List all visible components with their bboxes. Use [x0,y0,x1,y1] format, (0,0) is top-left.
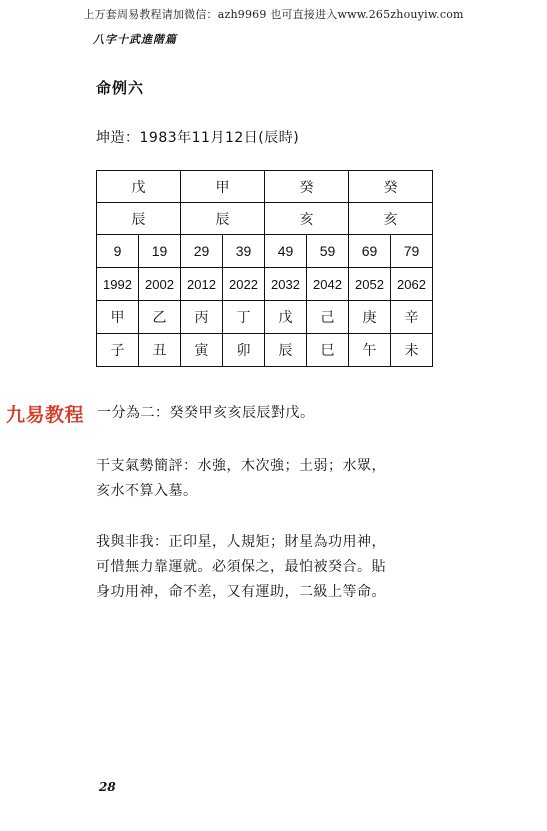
running-header: 八字十武進階篇 [93,33,177,46]
paragraph-line: 我與非我：正印星，人規矩；財星為功用神， [96,534,386,550]
luck-year-cell: 2012 [181,268,223,301]
luck-age-cell: 69 [349,235,391,268]
luck-branches-row [97,334,433,367]
heavenly-stems-row [97,171,433,203]
luck-years-row [97,268,433,301]
analysis-line: 一分為二：癸癸甲亥亥辰辰對戊。 [97,405,315,421]
luck-stem-cell: 庚 [349,301,391,334]
paragraph-line: 可惜無力靠運就。必須保之，最怕被癸合。貼 [96,559,386,575]
luck-age-cell: 29 [181,235,223,268]
self-nonself-paragraph [96,530,446,605]
paragraph-line: 身功用神，命不差，又有運助，二級上等命。 [96,584,386,600]
luck-branch-cell: 未 [391,334,433,367]
earthly-branches-row [97,203,433,235]
luck-year-cell: 2062 [391,268,433,301]
luck-age-cell: 59 [307,235,349,268]
luck-stem-cell: 丙 [181,301,223,334]
day-stem-cell: 癸 [265,171,349,203]
luck-ages-row [97,235,433,268]
luck-age-cell: 9 [97,235,139,268]
luck-stems-row [97,301,433,334]
luck-branch-cell: 辰 [265,334,307,367]
luck-age-cell: 39 [223,235,265,268]
luck-branch-cell: 丑 [139,334,181,367]
luck-age-cell: 49 [265,235,307,268]
luck-branch-cell: 子 [97,334,139,367]
luck-age-cell: 79 [391,235,433,268]
luck-age-cell: 19 [139,235,181,268]
qishi-evaluation-paragraph [96,454,446,504]
luck-stem-cell: 甲 [97,301,139,334]
luck-year-cell: 2042 [307,268,349,301]
luck-year-cell: 1992 [97,268,139,301]
year-stem-cell: 戊 [97,171,181,203]
year-branch-cell: 辰 [97,203,181,235]
month-branch-cell: 辰 [181,203,265,235]
luck-stem-cell: 丁 [223,301,265,334]
luck-branch-cell: 寅 [181,334,223,367]
luck-branch-cell: 巳 [307,334,349,367]
luck-stem-cell: 戊 [265,301,307,334]
luck-branch-cell: 午 [349,334,391,367]
luck-year-cell: 2032 [265,268,307,301]
luck-branch-cell: 卯 [223,334,265,367]
birth-info: 坤造：1983年11月12日(辰時) [96,130,300,146]
hour-branch-cell: 亥 [349,203,433,235]
paragraph-line: 亥水不算入墓。 [96,483,198,499]
top-banner: 上万套周易教程请加微信：azh9969 也可直接进入www.265zhouyiw.com [83,8,464,21]
paragraph-line: 干支氣勢簡評：水強，木次強；土弱；水眾， [96,458,386,474]
luck-stem-cell: 辛 [391,301,433,334]
luck-year-cell: 2052 [349,268,391,301]
page-number: 28 [99,780,116,794]
luck-stem-cell: 乙 [139,301,181,334]
luck-year-cell: 2022 [223,268,265,301]
hour-stem-cell: 癸 [349,171,433,203]
month-stem-cell: 甲 [181,171,265,203]
section-title: 命例六 [96,79,145,97]
luck-stem-cell: 己 [307,301,349,334]
bazi-chart-table [96,170,433,367]
day-branch-cell: 亥 [265,203,349,235]
luck-year-cell: 2002 [139,268,181,301]
watermark-logo: 九易教程 [6,404,85,426]
